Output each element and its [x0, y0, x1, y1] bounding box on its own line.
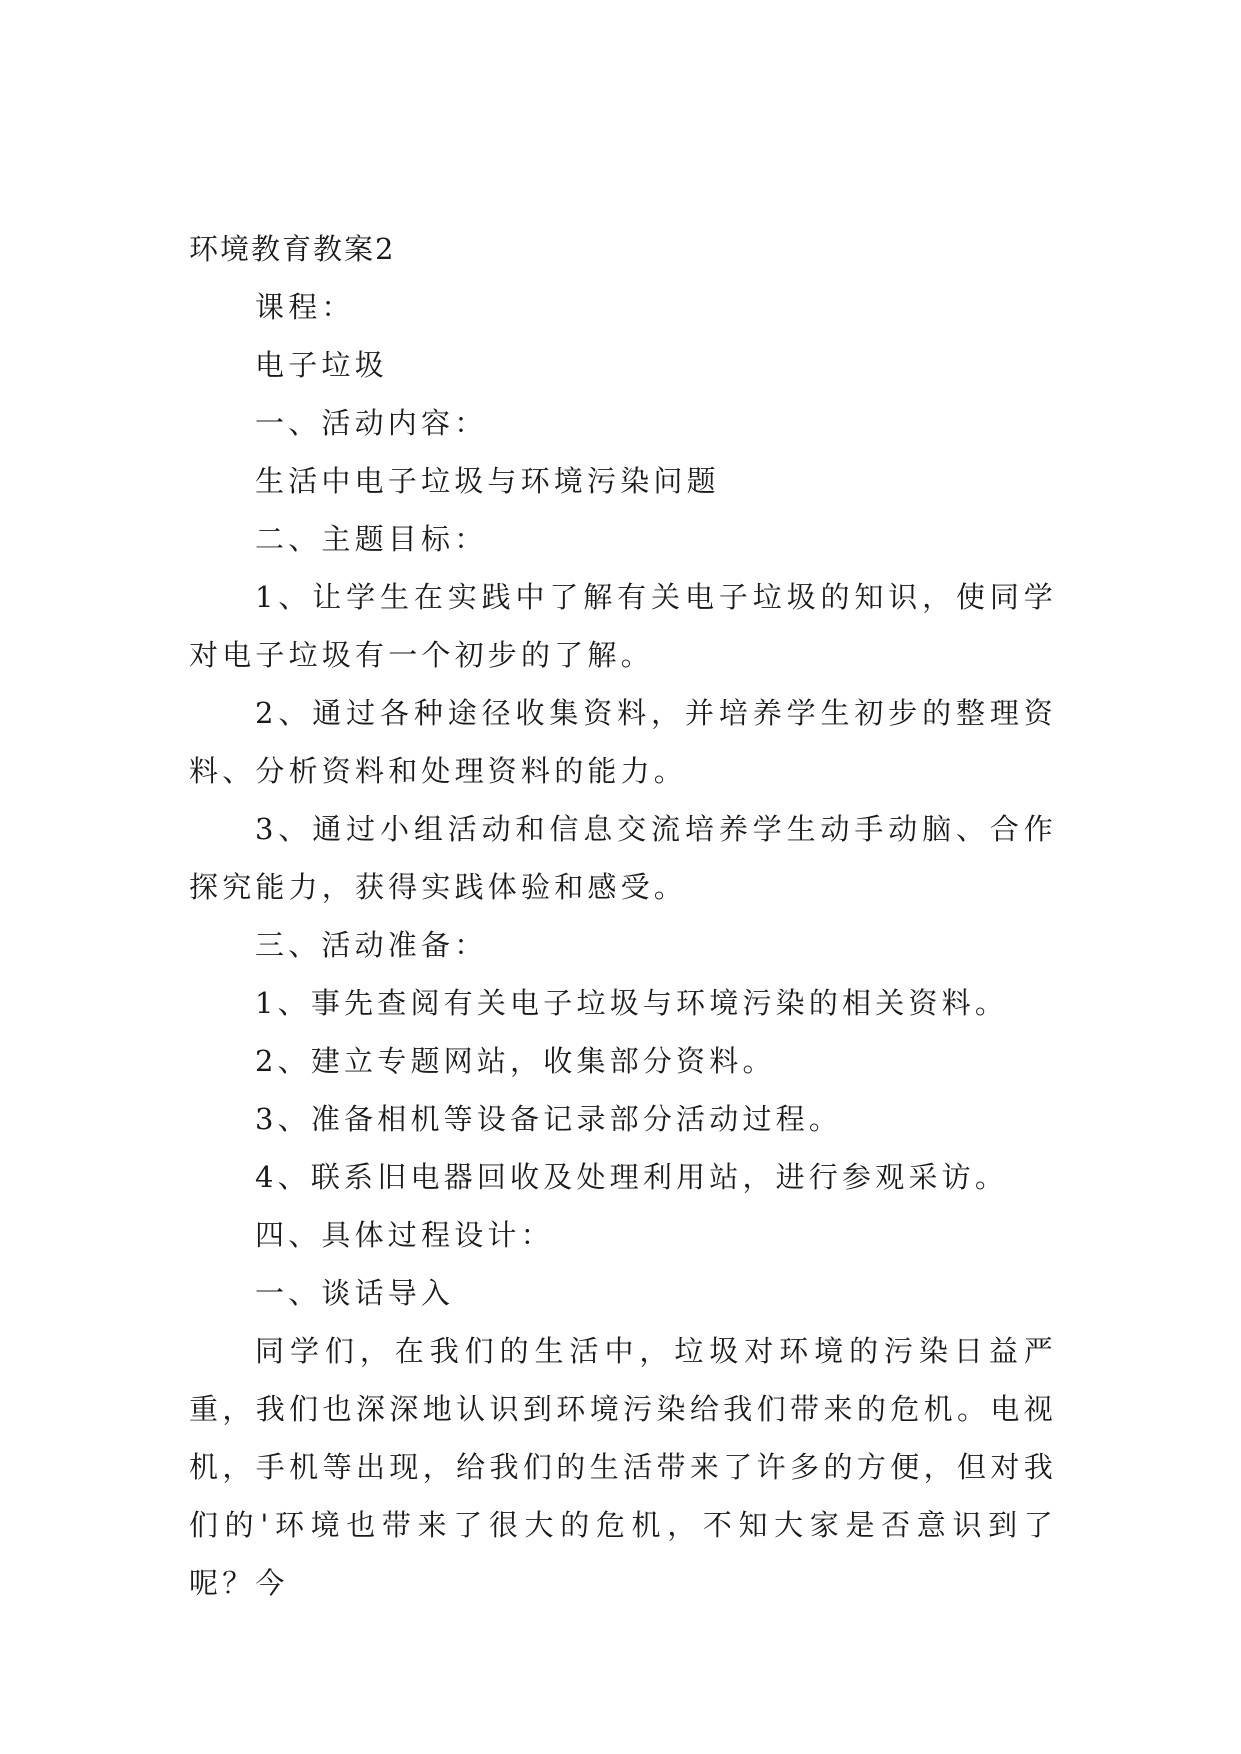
section-heading-preparation: 三、活动准备：: [255, 928, 488, 962]
paragraph-preparation-1: 1、事先查阅有关电子垃圾与环境污染的相关资料。: [255, 986, 1009, 1020]
section-heading-goals: 二、主题目标：: [255, 522, 488, 556]
section-heading-process: 四、具体过程设计：: [255, 1218, 554, 1252]
document-title: 环境教育教案2: [189, 232, 396, 266]
paragraph-goal-2: 2、通过各种途径收集资料，并培养学生初步的整理资料、分析资料和处理资料的能力。: [189, 696, 1057, 788]
paragraph-preparation-3: 3、准备相机等设备记录部分活动过程。: [255, 1102, 843, 1136]
paragraph-activity-content: 生活中电子垃圾与环境污染问题: [255, 464, 720, 498]
subheading-introduction: 一、谈话导入: [255, 1276, 455, 1310]
paragraph-preparation-4: 4、联系旧电器回收及处理利用站，进行参观采访。: [255, 1160, 1009, 1194]
document-body: [189, 220, 1057, 1612]
paragraph-goal-1: 1、让学生在实践中了解有关电子垃圾的知识，使同学对电子垃圾有一个初步的了解。: [189, 580, 1057, 672]
paragraph-preparation-2: 2、建立专题网站，收集部分资料。: [255, 1044, 776, 1078]
paragraph-goal-3: 3、通过小组活动和信息交流培养学生动手动脑、合作探究能力，获得实践体验和感受。: [189, 812, 1057, 904]
paragraph-introduction-text: 同学们，在我们的生活中，垃圾对环境的污染日益严重，我们也深深地认识到环境污染给我们带来的危机。电视机，手机等出现，给我们的生活带来了许多的方便，但对我们的'环境也带来了很大的危机，不知大家是否意识到了呢？今: [189, 1334, 1057, 1600]
paragraph-course-name: 电子垃圾: [255, 348, 388, 382]
paragraph-course-label: 课程：: [255, 290, 355, 324]
section-heading-activity-content: 一、活动内容：: [255, 406, 488, 440]
